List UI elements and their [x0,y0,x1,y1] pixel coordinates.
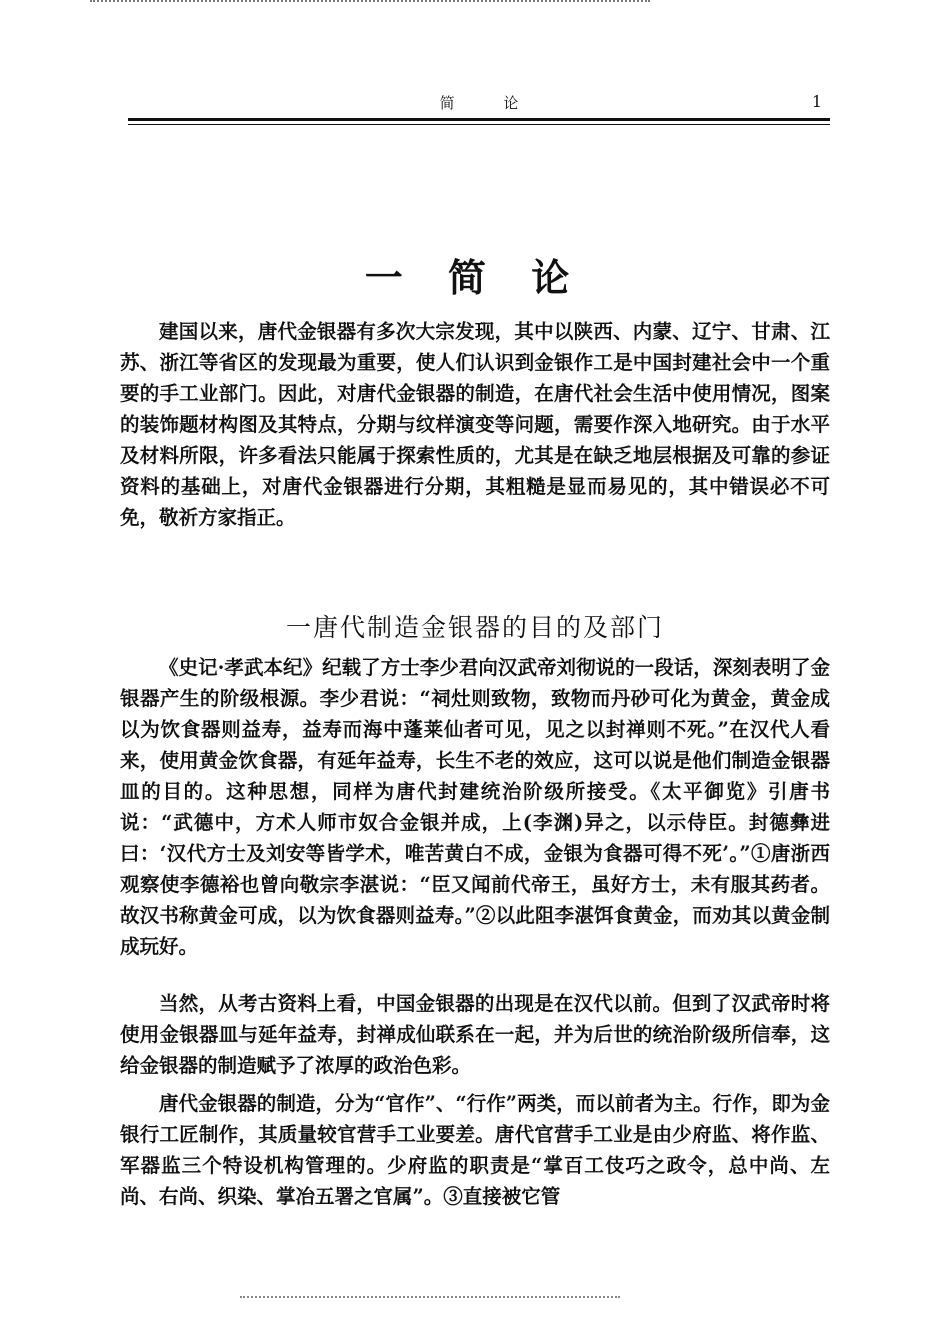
page-number: 1 [811,92,822,111]
scan-artifact-top [90,0,650,8]
paragraph-shiji: 《史记·孝武本纪》纪载了方士李少君向汉武帝刘彻说的一段话，深刻表明了金银器产生的阶级根源。李少君说：“祠灶则致物，致物而丹砂可化为黄金，黄金成以为饮食器则益寿，益寿而海中蓬莱仙者可见，见之以封禅则不死。”在汉代人看来，使用黄金饮食器，有延年益寿，长生不老的效应，这可以说是他们制造金银器皿的目的。这种思想，同样为唐代封建统治阶级所接受。《太平御览》引唐书说：“武德中，方术人师市奴合金银并成，上(李渊)异之，以示侍臣。封德彝进曰：‘汉代方士及刘安等皆学术，唯苦黄白不成，金银为食器可得不死’。”①唐浙西观察使李德裕也曾向敬宗李湛说：“臣又闻前代帝王，虽好方士，未有服其药者。故汉书称黄金可成，以为饮食器则益寿。”②以此阻李湛饵食黄金，而劝其以黄金制成玩好。 [120,656,830,958]
running-header [130,92,828,118]
section-title: 一唐代制造金银器的目的及部门 [285,612,664,642]
paragraph-archaeology: 当然，从考古资料上看，中国金银器的出现是在汉代以前。但到了汉武帝时将使用金银器皿与延年益寿，封禅成仙联系在一起，并为后世的统治阶级所信奉，这给金银器的制造赋予了浓厚的政治色彩。 [120,992,830,1077]
paragraph-workshops: 唐代金银器的制造，分为“官作”、“行作”两类，而以前者为主。行作，即为金银行工匠制作，其质量较官营手工业要差。唐代官营手工业是由少府监、将作监、军器监三个特设机构管理的。少府监的职责是“掌百工伎巧之政令，总中尚、左尚、右尚、织染、掌冶五署之官属”。③直接被它管 [120,1092,830,1208]
running-title: 简 论 [439,94,541,112]
chapter-title: 一 简 论 [364,256,586,301]
header-rule-thin [128,124,830,125]
scan-artifact-bottom [240,1296,620,1302]
header-rule-thick [128,118,830,121]
paragraph-intro: 建国以来，唐代金银器有多次大宗发现，其中以陕西、内蒙、辽宁、甘肃、江苏、浙江等省区的发现最为重要，使人们认识到金银作工是中国封建社会中一个重要的手工业部门。因此，对唐代金银器的制造，在唐代社会生活中使用情况，图案的装饰题材构图及其特点，分期与纹样演变等问题，需要作深入地研究。由于水平及材料所限，许多看法只能属于探索性质的，尤其是在缺乏地层根据及可靠的参证资料的基础上，对唐代金银器进行分期，其粗糙是显而易见的，其中错误必不可免，敬祈方家指正。 [120,320,830,529]
